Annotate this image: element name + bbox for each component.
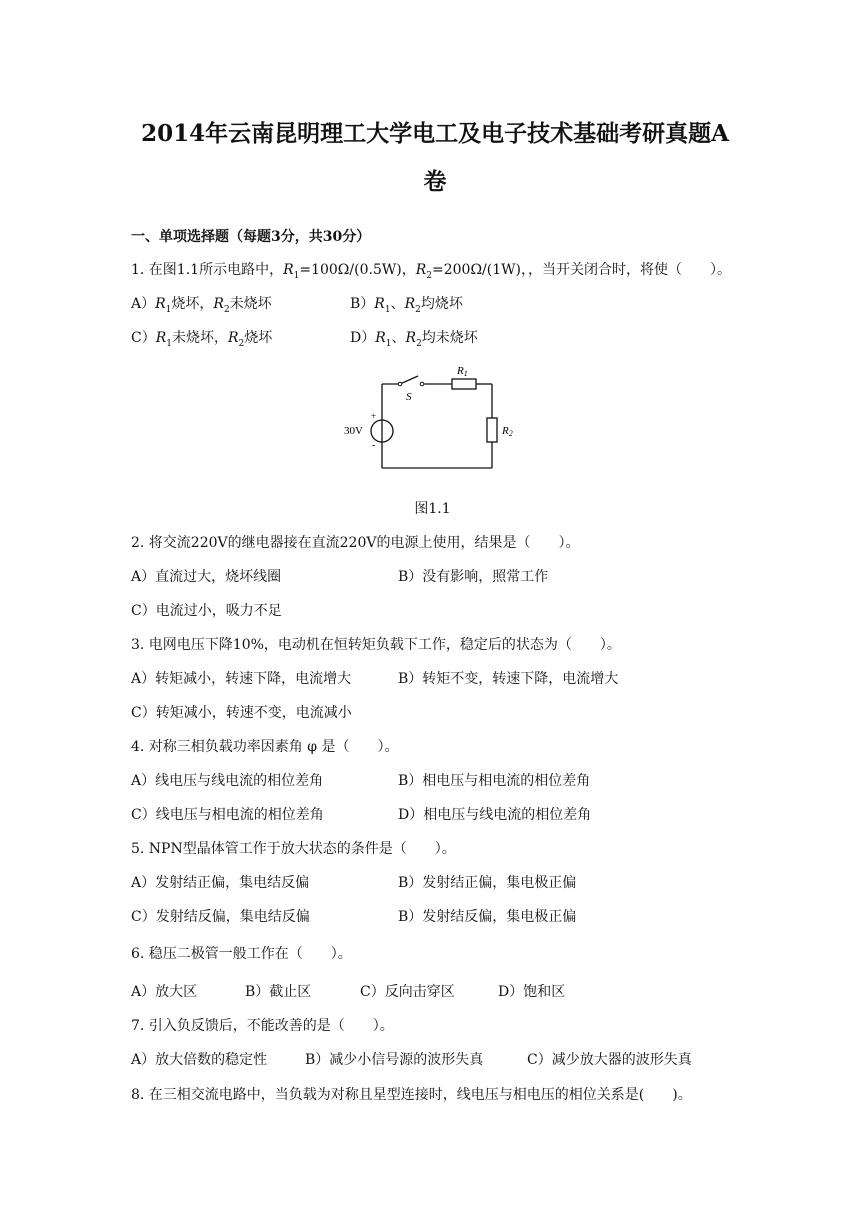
r2-label: R2 bbox=[502, 425, 513, 438]
question-2-option-c: C）电流过小，吸力不足 bbox=[131, 603, 282, 619]
switch-label: S bbox=[406, 391, 412, 403]
switch-pivot bbox=[398, 382, 402, 386]
switch-contact bbox=[420, 382, 424, 386]
question-7-option-a: A）放大倍数的稳定性 bbox=[131, 1052, 268, 1068]
question-1-stem: 1. 在图1.1所示电路中，$R_1=100\Omega/(0.5W)$，$R_2=200\Omega/(1W)$，，当开关闭合时，将使（ ）。 bbox=[131, 262, 731, 281]
question-2-option-a: A）直流过大，烧坏线圈 bbox=[131, 569, 282, 585]
question-4-option-a: A）线电压与线电流的相位差角 bbox=[131, 773, 324, 789]
question-7-option-b: B）减少小信号源的波形失真 bbox=[305, 1052, 484, 1068]
question-7-stem: 7. 引入负反馈后，不能改善的是（ ）。 bbox=[131, 1018, 394, 1034]
section-heading: 一、单项选择题（每题3分，共30分） bbox=[131, 229, 371, 245]
question-5-option-a: A）发射结正偏，集电结反偏 bbox=[131, 875, 310, 891]
question-1-option-b: $B)R_1$、$R_2$均烧坏 bbox=[350, 296, 463, 315]
r1-label: R1 bbox=[457, 365, 468, 378]
source-minus-label: - bbox=[372, 440, 376, 451]
source-voltage-label: 30V bbox=[344, 425, 363, 437]
question-3-option-c: C）转矩减小，转速不变，电流减小 bbox=[131, 705, 352, 721]
question-5-option-b: B）发射结正偏，集电极正偏 bbox=[398, 875, 577, 891]
resistor-r1 bbox=[452, 379, 476, 389]
question-4-option-d: D）相电压与线电流的相位差角 bbox=[398, 807, 592, 823]
question-5-option-c: C）发射结反偏，集电结反偏 bbox=[131, 909, 310, 925]
question-5-stem: 5. NPN型晶体管工作于放大状态的条件是（ ）。 bbox=[131, 841, 456, 857]
question-5-option-d: B）发射结反偏，集电极正偏 bbox=[398, 909, 577, 925]
document-title bbox=[90, 110, 780, 206]
title-line-2: 卷 bbox=[423, 168, 447, 195]
question-6-option-a: A）放大区 bbox=[131, 984, 198, 1000]
question-1-option-c: $C)R_1$未烧坏，$R_2$烧坏 bbox=[131, 330, 273, 349]
question-6-option-b: B）截止区 bbox=[245, 984, 312, 1000]
circuit-diagram bbox=[340, 362, 530, 482]
question-1-option-d: $D)R_1$、$R_2$均未烧坏 bbox=[350, 330, 478, 349]
question-6-option-c: C）反向击穿区 bbox=[360, 984, 455, 1000]
question-3-option-b: B）转矩不变，转速下降，电流增大 bbox=[398, 671, 619, 687]
question-3-option-a: A）转矩减小，转速下降，电流增大 bbox=[131, 671, 352, 687]
title-line-1: 2014年云南昆明理工大学电工及电子技术基础考研真题A bbox=[141, 120, 729, 147]
question-3-stem: 3. 电网电压下降10%，电动机在恒转矩负载下工作，稳定后的状态为（ ）。 bbox=[131, 637, 621, 653]
question-4-option-b: B）相电压与相电流的相位差角 bbox=[398, 773, 591, 789]
question-4-stem: 4. 对称三相负载功率因素角 φ 是（ ）。 bbox=[131, 739, 399, 755]
question-6-option-d: D）饱和区 bbox=[498, 984, 566, 1000]
switch-blade bbox=[400, 376, 418, 384]
question-7-option-c: C）减少放大器的波形失真 bbox=[527, 1052, 692, 1068]
question-4-option-c: C）线电压与相电流的相位差角 bbox=[131, 807, 324, 823]
question-2-option-b: B）没有影响，照常工作 bbox=[398, 569, 549, 585]
question-8-stem: 8. 在三相交流电路中，当负载为对称且星型连接时，线电压与相电压的相位关系是( )。 bbox=[131, 1087, 692, 1103]
question-1-option-a: $A)R_1$烧坏，$R_2$未烧坏 bbox=[131, 296, 272, 315]
resistor-r2 bbox=[487, 418, 497, 442]
question-6-stem: 6. 稳压二极管一般工作在（ ）。 bbox=[131, 946, 352, 962]
source-plus-label: + bbox=[371, 411, 377, 421]
figure-caption: 图1.1 bbox=[414, 501, 451, 517]
question-2-stem: 2. 将交流220V的继电器接在直流220V的电源上使用，结果是（ ）。 bbox=[131, 535, 580, 551]
